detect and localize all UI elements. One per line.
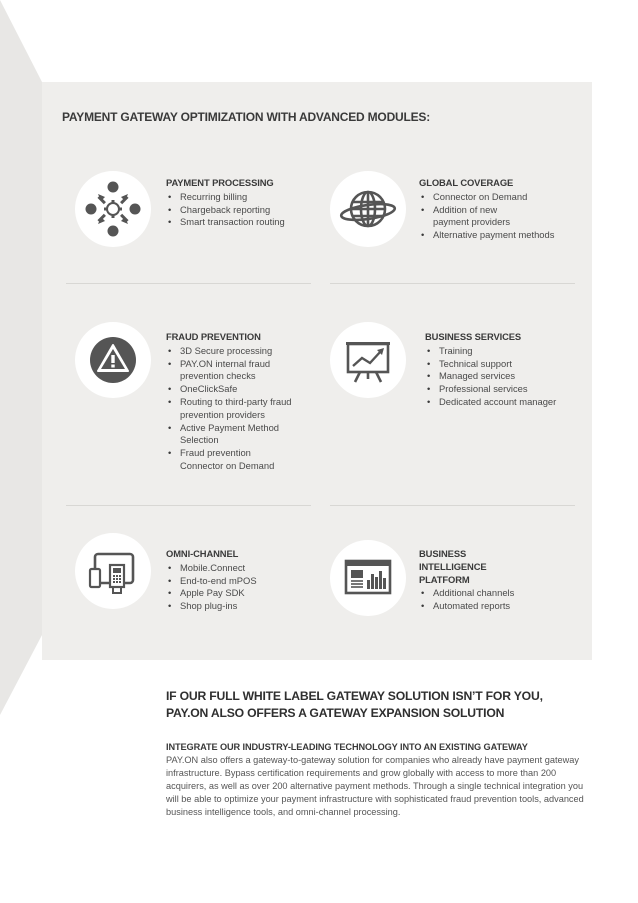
divider: [330, 283, 575, 284]
list-item: • Automated reports: [419, 600, 549, 613]
module-payment-processing: [166, 177, 316, 229]
divider: [66, 505, 311, 506]
list-item: • End-to-end mPOS: [166, 575, 306, 588]
list-item: • Chargeback reporting: [166, 204, 316, 217]
globe-icon: [330, 171, 406, 247]
list-item: • PAY.ON internal fraud prevention checks: [166, 358, 280, 384]
list-item: • Additional channels: [419, 587, 549, 600]
list-item: • Managed services: [425, 370, 585, 383]
bottom-heading-line1: IF OUR FULL WHITE LABEL GATEWAY SOLUTION ISN’T FOR YOU,: [166, 689, 543, 703]
bottom-subheading: INTEGRATE OUR INDUSTRY-LEADING TECHNOLOGY INTO AN EXISTING GATEWAY: [166, 742, 528, 752]
module-title: BUSINESS INTELLIGENCE PLATFORM: [419, 548, 487, 585]
list-item: • Training: [425, 345, 585, 358]
module-title: BUSINESS SERVICES: [425, 331, 522, 342]
list-item: • Active Payment Method Selection: [166, 422, 300, 448]
devices-icon: [75, 533, 151, 609]
module-omni-channel: [166, 548, 306, 613]
divider: [330, 505, 575, 506]
list-item: • Mobile.Connect: [166, 562, 306, 575]
bottom-body-text: PAY.ON also offers a gateway-to-gateway solution for companies who already have payment gateway infrastructure. Bypass certification requirements and grow globally with access to more than 200 acquirers, as well as over 200 alternative payment methods. Through a single technical integration you will be able to optimize your payment infrastructure with sophisticated fraud prevention tools, advanced business intelligence tools, and omni-channel processing.: [166, 755, 584, 817]
divider: [66, 283, 311, 284]
list-item: • 3D Secure processing: [166, 345, 306, 358]
bottom-heading-line2: PAY.ON ALSO OFFERS A GATEWAY EXPANSION SOLUTION: [166, 705, 505, 720]
gear-network-icon: [75, 171, 151, 247]
list-item: • Dedicated account manager: [425, 396, 585, 409]
list-item: • Professional services: [425, 383, 585, 396]
warning-icon: [75, 322, 151, 398]
module-title: GLOBAL COVERAGE: [419, 177, 514, 188]
list-item: • Fraud prevention Connector on Demand: [166, 447, 280, 473]
bottom-heading: [166, 688, 543, 721]
module-fraud-prevention: [166, 331, 306, 473]
module-business-services: [425, 331, 585, 409]
list-item: • Technical support: [425, 358, 585, 371]
module-global-coverage: [419, 177, 579, 242]
list-item: • Shop plug-ins: [166, 600, 306, 613]
dashboard-report-icon: [330, 540, 406, 616]
list-item: • Apple Pay SDK: [166, 587, 306, 600]
list-item: • Recurring billing: [166, 191, 316, 204]
list-item: • OneClickSafe: [166, 383, 306, 396]
module-title: OMNI-CHANNEL: [166, 548, 239, 559]
list-item: • Alternative payment methods: [419, 229, 579, 242]
module-title: PAYMENT PROCESSING: [166, 177, 274, 188]
module-business-intelligence: [419, 548, 549, 613]
list-item: • Addition of new payment providers: [419, 204, 533, 230]
list-item: • Smart transaction routing: [166, 216, 316, 229]
presentation-chart-icon: [330, 322, 406, 398]
module-title: FRAUD PREVENTION: [166, 331, 261, 342]
list-item: • Routing to third-party fraud prevention providers: [166, 396, 305, 422]
page-title: PAYMENT GATEWAY OPTIMIZATION WITH ADVANCED MODULES:: [62, 110, 431, 124]
list-item: • Connector on Demand: [419, 191, 579, 204]
